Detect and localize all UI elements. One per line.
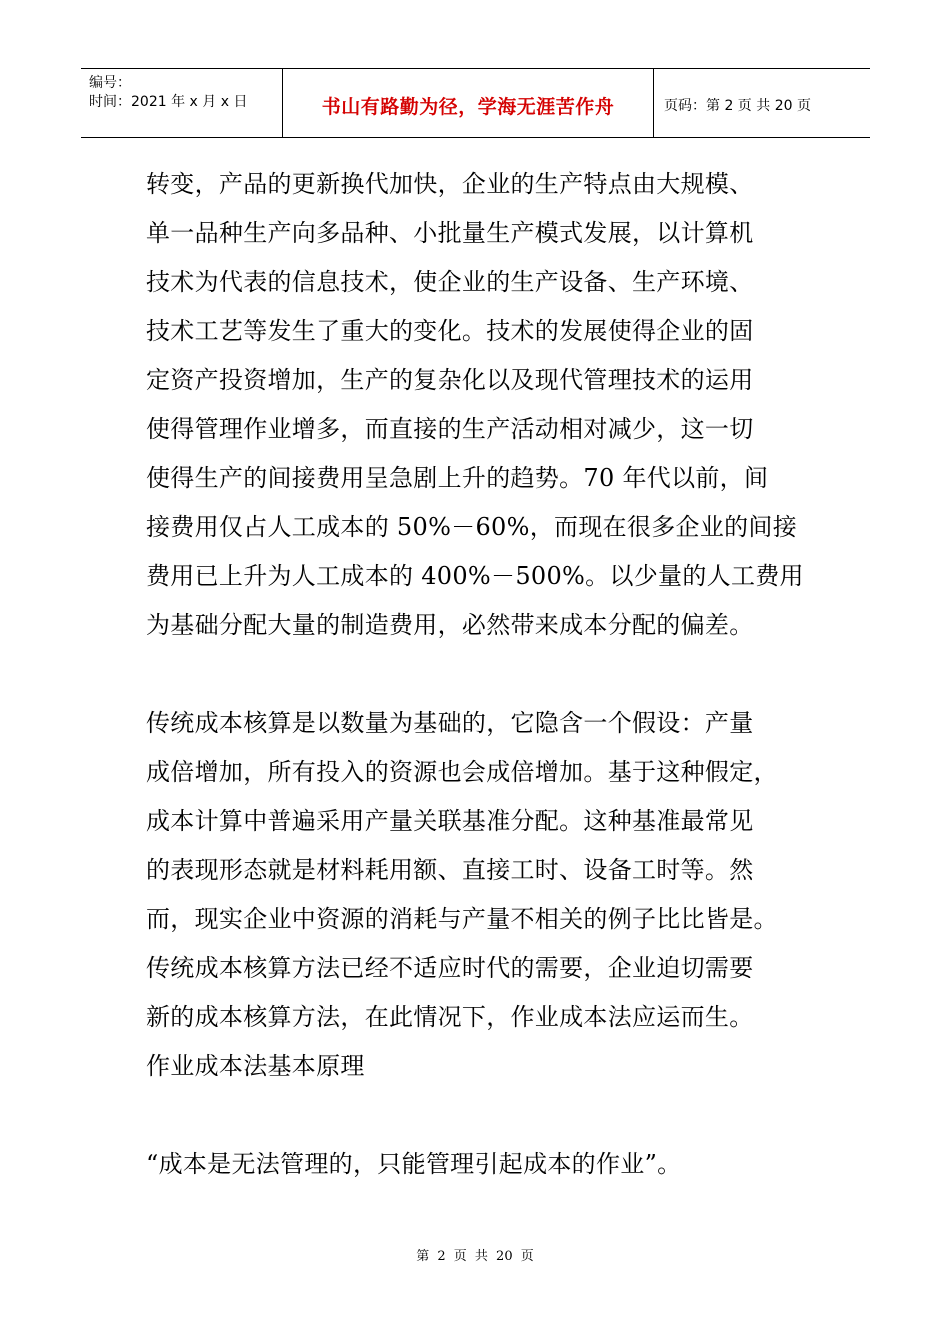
- text-line: 技术为代表的信息技术，使企业的生产设备、生产环境、: [146, 268, 754, 296]
- text-line: 使得生产的间接费用呈急剧上升的趋势。70 年代以前，间: [146, 464, 769, 492]
- paragraph-spacer: [146, 650, 806, 699]
- paragraph-traditional-costing: [146, 699, 806, 1042]
- text-line: 技术工艺等发生了重大的变化。技术的发展使得企业的固: [146, 317, 754, 345]
- text-line: 成本计算中普遍采用产量关联基准分配。这种基准最常见: [146, 807, 754, 835]
- text-line: 费用已上升为人工成本的 400%－500%。以少量的人工费用: [146, 562, 804, 590]
- paragraph-spacer: [146, 1091, 806, 1140]
- page-footer: 第 2 页 共 20 页: [416, 1249, 534, 1264]
- text-line: 单一品种生产向多品种、小批量生产模式发展，以计算机: [146, 219, 754, 247]
- paragraph-indirect-costs: [146, 160, 806, 650]
- quote-line: “成本是无法管理的，只能管理引起成本的作业”。: [146, 1150, 682, 1178]
- header-motto: 书山有路勤为径，学海无涯苦作舟: [283, 69, 654, 137]
- text-line: 为基础分配大量的制造费用，必然带来成本分配的偏差。: [146, 611, 754, 639]
- header-page-info: 页码：第 2 页 共 20 页: [664, 98, 811, 114]
- page-header: [81, 68, 870, 138]
- text-line: 使得管理作业增多，而直接的生产活动相对减少，这一切: [146, 415, 754, 443]
- text-line: 传统成本核算方法已经不适应时代的需要，企业迫切需要: [146, 954, 754, 982]
- text-line: 的表现形态就是材料耗用额、直接工时、设备工时等。然: [146, 856, 754, 884]
- section-title: 作业成本法基本原理: [146, 1052, 365, 1080]
- text-line: 新的成本核算方法，在此情况下，作业成本法应运而生。: [146, 1003, 754, 1031]
- text-line: 定资产投资增加，生产的复杂化以及现代管理技术的运用: [146, 366, 754, 394]
- text-line: 传统成本核算是以数量为基础的，它隐含一个假设：产量: [146, 709, 754, 737]
- document-body: [146, 160, 806, 1189]
- text-line: 成倍增加，所有投入的资源也会成倍增加。基于这种假定，: [146, 758, 778, 786]
- document-time-label: 时间：2021 年 x 月 x 日: [89, 94, 248, 110]
- text-line: 而，现实企业中资源的消耗与产量不相关的例子比比皆是。: [146, 905, 778, 933]
- header-meta-cell: [81, 69, 283, 137]
- text-line: 转变，产品的更新换代加快，企业的生产特点由大规模、: [146, 170, 754, 198]
- document-number-label: 编号：: [89, 75, 131, 91]
- text-line: 接费用仅占人工成本的 50%－60%，而现在很多企业的间接: [146, 513, 798, 541]
